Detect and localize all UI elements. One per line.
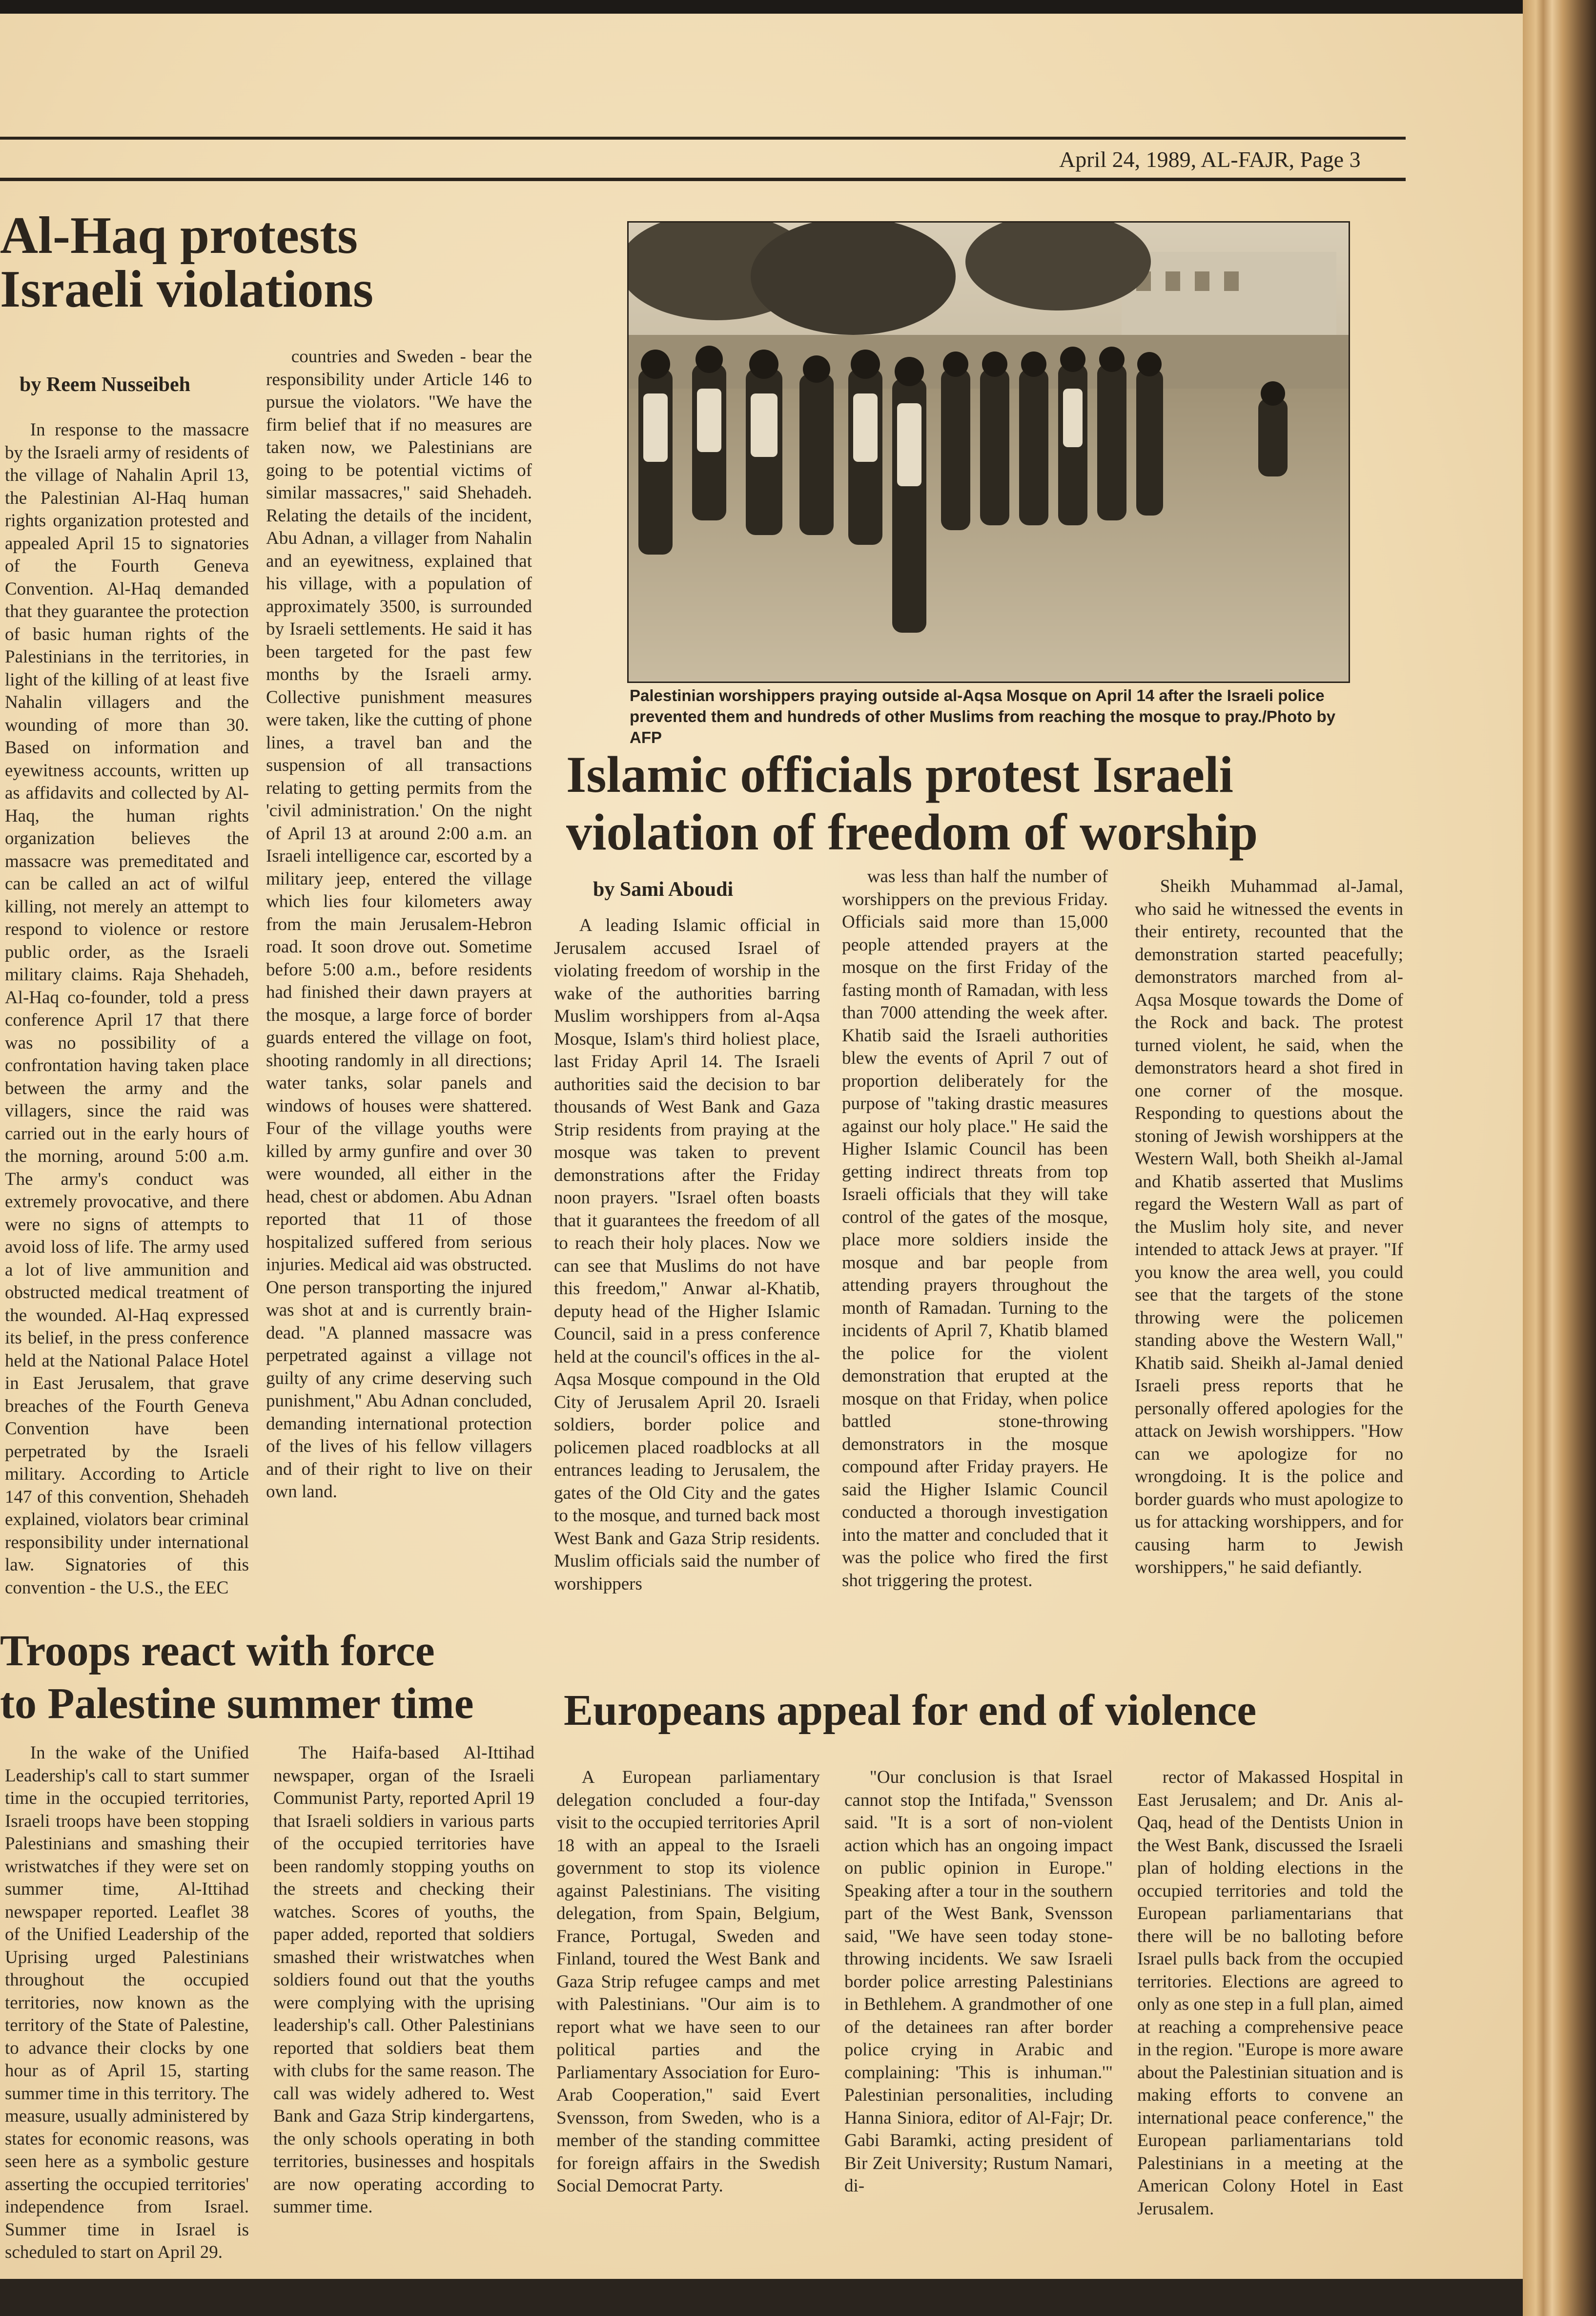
- book-binding: [1523, 0, 1596, 2316]
- article4-column-1: A European parliamentary delegation concluded a four-day visit to the occupied territories April 18 with an appeal to the Israeli government to stop its violence against Palestinians. The visiting delegation, from Spain, Belgium, France, Portugal, Sweden and Finland, toured the West Bank and Gaza Strip refugee camps and met with Palestinians. "Our aim is to report what we have seen to our political parties and the Parliamentary Association for Euro-Arab Cooperation," said Evert Svensson, from Sweden, who is a member of the standing committee for foreign affairs in the Swedish Social Democrat Party.: [556, 1767, 820, 2196]
- article1-column-2: countries and Sweden - bear the responsibility under Article 146 to pursue the violators. "We have the firm belief that if no measures are taken now, we Palestinians are going to be potential victims of similar massacres," said Shehadeh. Relating the details of the incident, Abu Adnan, a villager from Nahalin and an eyewitness, explained that his village, with a population of approximately 3500, is surrounded by Israeli settlements. He said it has been targeted for the past few months by the Israeli army. Collective punishment measures were taken, like the cutting of phone lines, a travel ban and the suspension of all transactions relating to getting permits from the 'civil administration.' On the night of April 13 at around 2:00 a.m. an Israeli intelligence car, escorted by a military jeep, entered the village which lies four kilometers away from the main Jerusalem-Hebron road. It soon drove out. Sometime before 5:00 a.m., before residents had finished their dawn prayers at the mosque, a large force of border guards entered the village on foot, shooting randomly in all directions; water tanks, solar panels and windows of houses were shattered. Four of the village youths were killed by army gunfire and over 30 were wounded, all either in the head, chest or abdomen. Abu Adnan reported that 11 of those hospitalized suffered from serious injuries. Medical aid was obstructed. One person transporting the injured was shot at and is currently brain-dead. "A planned massacre was perpetrated against a village not guilty of any crime deserving such punishment," Abu Adnan concluded, demanding international protection of the lives of his fellow villagers and of their right to live on their own land.: [266, 347, 532, 1502]
- article2-byline: by Sami Aboudi: [593, 878, 734, 901]
- article1-byline: by Reem Nusseibeh: [20, 373, 191, 396]
- article2-column-1: A leading Islamic official in Jerusalem accused Israel of violating freedom of worship in the wake of the authorities barring Muslim worshippers from al-Aqsa Mosque, Islam's third holiest place, last Friday April 14. The Israeli authorities said the decision to bar thousands of West Bank and Gaza Strip residents from praying at the mosque was taken to prevent demonstrations after the Friday noon prayers. "Israel often boasts that it guarantees the freedom of all to reach their holy places. Now we can see that Muslims do not have this freedom," Anwar al-Khatib, deputy head of the Higher Islamic Council, said in a press conference held at the council's offices in the al-Aqsa Mosque compound in the Old City of Jerusalem April 20. Israeli soldiers, border police and policemen placed roadblocks at all entrances leading to Jerusalem, the gates of the Old City and the gates to the mosque, and turned back most West Bank and Gaza Strip residents. Muslim officials said the number of worshippers: [554, 915, 820, 1594]
- news-photo: [627, 221, 1350, 683]
- article3-headline: Troops react with force to Palestine summer time: [0, 1627, 474, 1728]
- newspaper-page: [0, 14, 1523, 2279]
- article2-headline: Islamic officials protest Israeli violation of freedom of worship: [566, 746, 1258, 861]
- worshippers-photo-image: [629, 223, 1349, 682]
- photo-caption: Palestinian worshippers praying outside al-Aqsa Mosque on April 14 after the Israeli police prevented them and hundreds of other Muslims from reaching the mosque to pray./Photo by AFP: [630, 686, 1336, 746]
- article4-column-2: "Our conclusion is that Israel cannot stop the Intifada," Svensson said. "It is a sort of non-violent action which has an ongoing impact on public opinion in Europe." Speaking after a tour in the southern part of the West Bank, Svensson said, "We have seen today stone-throwing incidents. We saw Israeli border police arresting Palestinians in Bethlehem. A grandmother of one of the detainees ran after border police crying in Arabic and complaining: 'This is inhuman.'" Palestinian personalities, including Hanna Siniora, editor of Al-Fajr; Dr. Gabi Baramki, acting president of Bir Zeit University; Rustum Namari, di-: [844, 1767, 1113, 2196]
- article3-column-2: The Haifa-based Al-Ittihad newspaper, organ of the Israeli Communist Party, reported April 19 that Israeli soldiers in various parts of the occupied territories have been randomly stopping youths on the streets and checking their watches. Scores of youths, the paper added, reported that soldiers smashed their wristwatches when soldiers found out that the youths were complying with the uprising leadership's call. Other Palestinians reported that soldiers beat them with clubs for the same reason. The call was widely adhered to. West Bank and Gaza Strip kindergartens, the only schools operating in both territories, businesses and hospitals are now operating according to summer time.: [273, 1743, 534, 2217]
- top-rule: [0, 137, 1406, 140]
- article2-column-2: was less than half the number of worshippers on the previous Friday. Officials said more than 15,000 people attended prayers at the mosque on the first Friday of the fasting month of Ramadan, with less than 7000 attending the week after. Khatib said the Israeli authorities blew the events of April 7 out of proportion deliberately for the purpose of "taking drastic measures against our holy place." He said the Higher Islamic Council has been getting indirect threats from top Israeli officials that they will take control of the gates of the mosque, place more soldiers inside the mosque and bar people from attending prayers throughout the month of Ramadan. Turning to the incidents of April 7, Khatib blamed the police for the violent demonstration that erupted at the mosque on that Friday, when police battled stone-throwing demonstrators in the mosque compound after Friday prayers. He said the Higher Islamic Council conducted a thorough investigation into the matter and concluded that it was the police who fired the first shot triggering the protest.: [842, 867, 1108, 1591]
- dateline-rule: [0, 178, 1406, 181]
- dateline: April 24, 1989, AL-FAJR, Page 3: [1059, 147, 1361, 172]
- article1-headline: Al-Haq protests Israeli violations: [0, 207, 374, 319]
- article4-column-3: rector of Makassed Hospital in East Jerusalem; and Dr. Anis al-Qaq, head of the Dentists Union in the West Bank, discussed the Israeli plan of holding elections in the occupied territories and told the European parliamentarians that there will be no balloting before Israel pulls back from the occupied territories. Elections are agreed to only as one step in a full plan, aimed at reaching a comprehensive peace in the region. "Europe is more aware about the Palestinian situation and is making efforts to convene an international peace conference," the European parliamentarians told Palestinians in a meeting at the American Colony Hotel in East Jerusalem.: [1137, 1767, 1403, 2219]
- article1-column-1: In response to the massacre by the Israeli army of residents of the village of Nahalin April 13, the Palestinian Al-Haq human rights organization protested and appealed April 15 to signatories of the Fourth Geneva Convention. Al-Haq demanded that they guarantee the protection of basic human rights of the Palestinians in the territories, in light of the killing of at least five Nahalin villagers and the wounding of more than 30. Based on information and eyewitness accounts, written up as affidavits and collected by Al-Haq, the human rights organization believes the massacre was premeditated and can be called an act of wilful killing, not merely an attempt to respond to violence or restore public order, as the Israeli military claims. Raja Shehadeh, Al-Haq co-founder, told a press conference April 17 that there was no possibility of a confrontation having taken place between the army and the villagers, since the raid was carried out in the early hours of the morning, around 5:00 a.m. The army's conduct was extremely provocative, and there were no signs of attempts to avoid loss of life. The army used a lot of live ammunition and obstructed medical treatment of the wounded. Al-Haq expressed its belief, in the press conference held at the National Palace Hotel in East Jerusalem, that grave breaches of the Fourth Geneva Convention have been perpetrated by the Israeli military. According to Article 147 of this convention, Shehadeh explained, violators bear criminal responsibility under international law. Signatories of this convention - the U.S., the EEC: [5, 420, 249, 1598]
- article2-column-3: Sheikh Muhammad al-Jamal, who said he witnessed the events in their entirety, recounted that the demonstration started peacefully; demonstrators marched from al-Aqsa Mosque towards the Dome of the Rock and back. The protest turned violent, he said, when the demonstrators heard a shot fired in one corner of the mosque. Responding to questions about the stoning of Jewish worshippers at the Western Wall, both Sheikh al-Jamal and Khatib asserted that Muslims regard the Western Wall as part of the Muslim holy site, and never intended to attack Jews at prayer. "If you know the area well, you could see that the targets of the stone throwing were the policemen standing above the Western Wall," Khatib said. Sheikh al-Jamal denied Israeli press reports that he personally offered apologies for the attack on Jewish worshippers. "How can we apologize for no wrongdoing. It is the police and border guards who must apologize to us for attacking worshippers, and for causing harm to Jewish worshippers," he said defiantly.: [1135, 876, 1403, 1577]
- article3-column-1: In the wake of the Unified Leadership's call to start summer time in the occupied territories, Israeli troops have been stopping Palestinians and smashing their wristwatches if they were set on summer time, Al-Ittihad newspaper reported. Leaflet 38 of the Unified Leadership of the Uprising urged Palestinians throughout the occupied territories, now known as the territory of the State of Palestine, to advance their clocks by one hour as of April 15, starting summer time in this territory. The measure, usually administered by states for economic reasons, was seen here as a symbolic gesture asserting the occupied territories' independence from Israel. Summer time in Israel is scheduled to start on April 29.: [5, 1743, 249, 2262]
- article4-headline: Europeans appeal for end of violence: [564, 1686, 1257, 1735]
- bottom-shadow-strip: [0, 2279, 1523, 2316]
